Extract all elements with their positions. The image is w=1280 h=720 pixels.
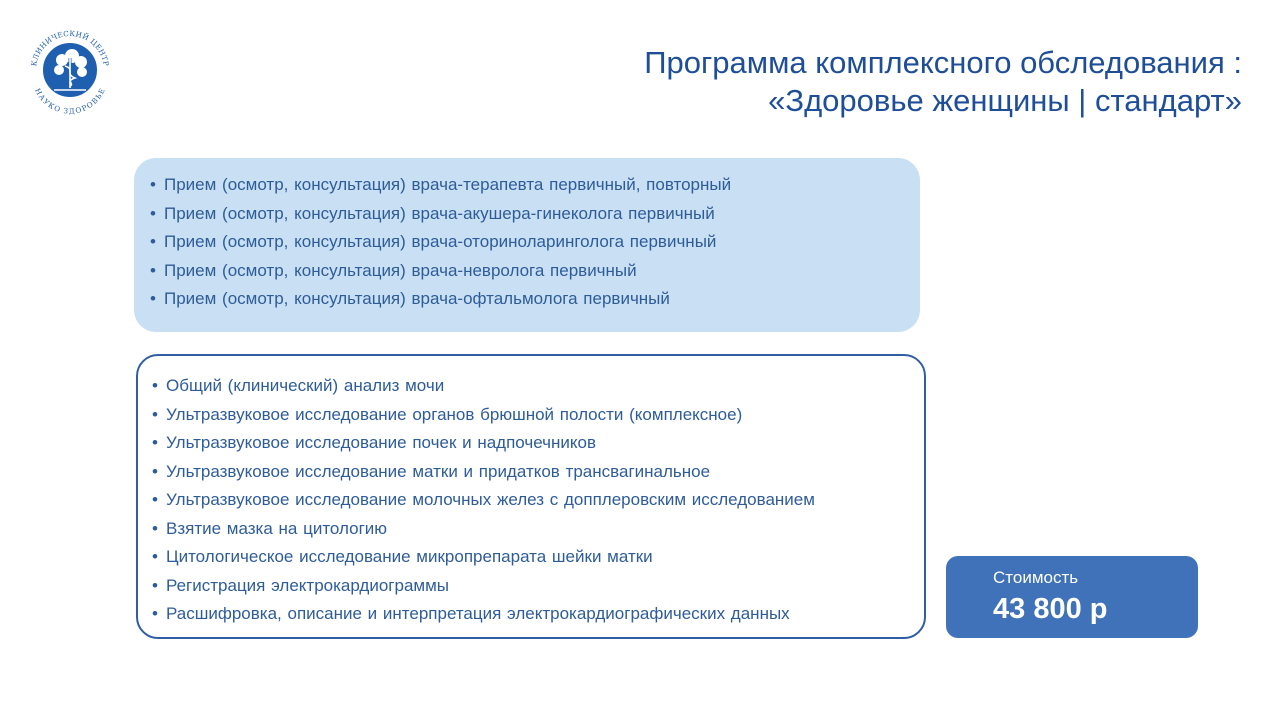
page-title	[644, 44, 1242, 120]
list-item: • Прием (осмотр, консультация) врача-офтальмолога первичный	[150, 285, 920, 314]
list-item: • Регистрация электрокардиограммы	[152, 572, 924, 601]
price-card	[946, 556, 1198, 638]
list-item: • Общий (клинический) анализ мочи	[152, 372, 924, 401]
logo-emblem	[24, 24, 116, 116]
consultations-list	[150, 171, 920, 314]
price-value: 43 800 р	[993, 593, 1108, 625]
clinic-logo	[24, 24, 116, 116]
logo-top-text: КЛИНИЧЕСКИЙ ЦЕНТР	[29, 28, 111, 67]
list-item: • Прием (осмотр, консультация) врача-оториноларинголога первичный	[150, 228, 920, 257]
list-item: • Ультразвуковое исследование матки и придатков трансвагинальное	[152, 458, 924, 487]
list-item: • Ультразвуковое исследование почек и надпочечников	[152, 429, 924, 458]
title-line-2: «Здоровье женщины | стандарт»	[768, 83, 1242, 118]
list-item: • Цитологическое исследование микропрепарата шейки матки	[152, 543, 924, 572]
list-item: • Прием (осмотр, консультация) врача-невролога первичный	[150, 257, 920, 286]
list-item: • Прием (осмотр, консультация) врача-акушера-гинеколога первичный	[150, 200, 920, 229]
list-item: • Ультразвуковое исследование молочных желез с допплеровским исследованием	[152, 486, 924, 515]
logo-bottom-text: НАУКО ЗДОРОВЬЕ	[33, 86, 107, 116]
tests-list	[152, 372, 924, 629]
tests-panel	[136, 354, 926, 639]
list-item: • Ультразвуковое исследование органов брюшной полости (комплексное)	[152, 401, 924, 430]
consultations-panel	[134, 158, 920, 332]
list-item: • Расшифровка, описание и интерпретация электрокардиографических данных	[152, 600, 924, 629]
list-item: • Прием (осмотр, консультация) врача-терапевта первичный, повторный	[150, 171, 920, 200]
title-line-1: Программа комплексного обследования :	[644, 45, 1242, 80]
list-item: • Взятие мазка на цитологию	[152, 515, 924, 544]
price-label: Стоимость	[993, 568, 1079, 587]
